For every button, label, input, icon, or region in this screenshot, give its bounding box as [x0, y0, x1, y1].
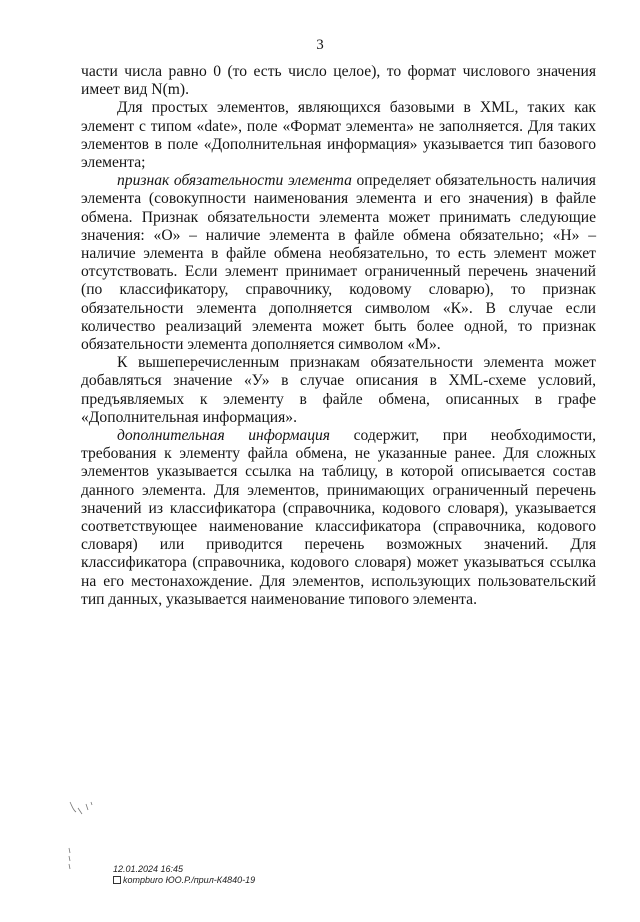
paragraph-5: [81, 427, 596, 609]
footer: [113, 864, 255, 886]
paragraph-3-text: определяет обязательность наличия элемента (совокупности наименования элемента и его значения) в файле обмена. Признак обязательности элемента может принимать следующие значения: «О» – наличие элемента в файле обмена обязательно; «Н» – наличие элемента в файле обмена необязательно, то есть элемент может отсутствовать. Если элемент принимает ограниченный перечень значений (по классификатору, справочнику, кодовому словарю), то признак обязательности элемента дополняется символом «К». В случае если количество реализаций элемента может быть более одной, то признак обязательности элемента дополняется символом «М».: [81, 172, 596, 354]
paragraph-2-text: Для простых элементов, являющихся базовыми в XML, таких как элемент с типом «date», поле «Формат элемента» не заполняется. Для таких элементов в поле «Дополнительная информация» указывается тип базового элемента;: [81, 99, 596, 172]
paragraph-4: [81, 354, 596, 427]
paragraph-4-text: К вышеперечисленным признакам обязательности элемента может добавляться значение «У» в случае описания в XML-схеме условий, предъявляемых к элементу в файле обмена, описанных в графе «Дополнительная информация».: [81, 354, 596, 426]
paragraph-3-lead: признак обязательности элемента: [117, 172, 352, 190]
footer-stamp-text: kompburo ЮО.Р./прил-К4840-19: [123, 875, 256, 885]
paragraph-1-text: части числа равно 0 (то есть число целое), то формат числового значения имеет вид N(m).: [81, 63, 596, 99]
paragraph-1: [81, 63, 596, 99]
body-text: [81, 63, 596, 609]
paragraph-5-lead: дополнительная информация: [117, 427, 331, 445]
paragraph-2: [81, 99, 596, 172]
paragraph-5-text: содержит, при необходимости, требования к элементу файла обмена, не указанные ранее. Для сложных элементов указывается ссылка на таблицу, в которой описывается состав данного элемента. Для элементов, принимающих ограниченный перечень значений из классификатора (справочника, кодового словаря), указывается соответствующее наименование классификатора (справочника, кодового словаря) или приводится перечень возможных значений. Для классификатора (справочника, кодового словаря) может указываться ссылка на его местонахождение. Для элементов, использующих пользовательский тип данных, указывается наименование типового элемента.: [81, 427, 596, 608]
footer-timestamp: 12.01.2024 16:45: [113, 864, 184, 874]
margin-scribble: [64, 790, 104, 880]
page-number: 3: [316, 37, 324, 53]
document-icon: [113, 876, 121, 884]
paragraph-3: [81, 172, 596, 354]
footer-stamp-line: [113, 875, 255, 886]
